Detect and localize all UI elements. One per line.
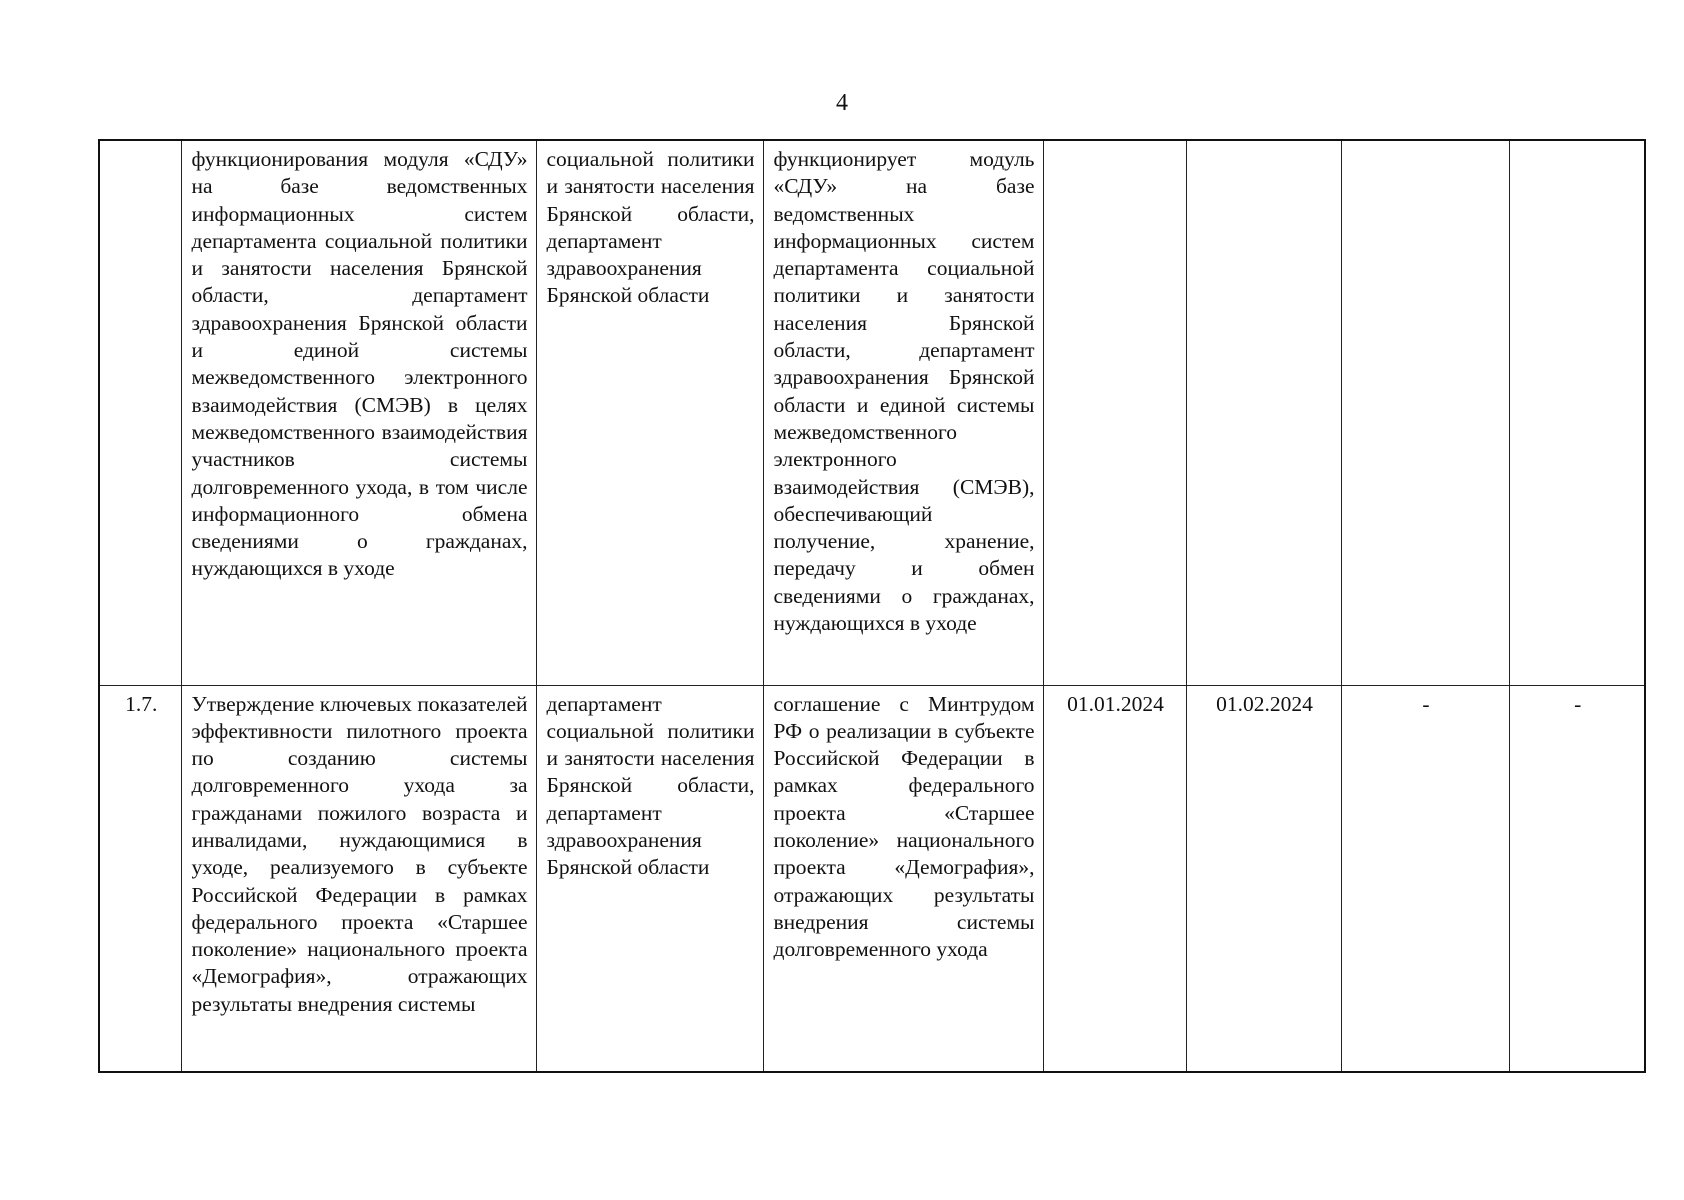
column-8-cell	[1509, 140, 1645, 685]
responsible-cell: департамент социальной политики и занятости населения Брянской области, департамент здравоохранения Брянской области	[536, 685, 763, 1072]
page-number: 4	[836, 90, 848, 116]
column-7-cell	[1341, 140, 1509, 685]
table-row	[99, 685, 1645, 1072]
start-date-cell: 01.01.2024	[1043, 685, 1186, 1072]
responsible-cell: социальной политики и занятости населения Брянской области, департамент здравоохранения Брянской области	[536, 140, 763, 685]
plan-table	[98, 139, 1646, 1073]
task-cell: функционирования модуля «СДУ» на базе ведомственных информационных систем департамента социальной политики и занятости населения Брянской области, департамент здравоохранения Брянской области и единой системы межведомственного электронного взаимодействия (СМЭВ) в целях межведомственного взаимодействия участников системы долговременного ухода, в том числе информационного обмена сведениями о гражданах, нуждающихся в уходе	[181, 140, 536, 685]
task-cell: Утверждение ключевых показателей эффективности пилотного проекта по созданию системы долговременного ухода за гражданами пожилого возраста и инвалидами, нуждающимися в уходе, реализуемого в субъекте Российской Федерации в рамках федерального проекта «Старшее поколение» национального проекта «Демография», отражающих результаты внедрения системы	[181, 685, 536, 1072]
item-number-cell	[99, 140, 181, 685]
end-date-cell: 01.02.2024	[1186, 685, 1341, 1072]
column-8-cell: -	[1509, 685, 1645, 1072]
result-cell: соглашение с Минтрудом РФ о реализации в субъекте Российской Федерации в рамках федерального проекта «Старшее поколение» национального проекта «Демография», отражающих результаты внедрения системы долговременного ухода	[763, 685, 1043, 1072]
start-date-cell	[1043, 140, 1186, 685]
column-7-cell: -	[1341, 685, 1509, 1072]
end-date-cell	[1186, 140, 1341, 685]
table-row	[99, 140, 1645, 685]
result-cell: функционирует модуль «СДУ» на базе ведомственных информационных систем департамента социальной политики и занятости населения Брянской области, департамент здравоохранения Брянской области и единой системы межведомственного электронного взаимодействия (СМЭВ), обеспечивающий получение, хранение, передачу и обмен сведениями о гражданах, нуждающихся в уходе	[763, 140, 1043, 685]
item-number-cell: 1.7.	[99, 685, 181, 1072]
